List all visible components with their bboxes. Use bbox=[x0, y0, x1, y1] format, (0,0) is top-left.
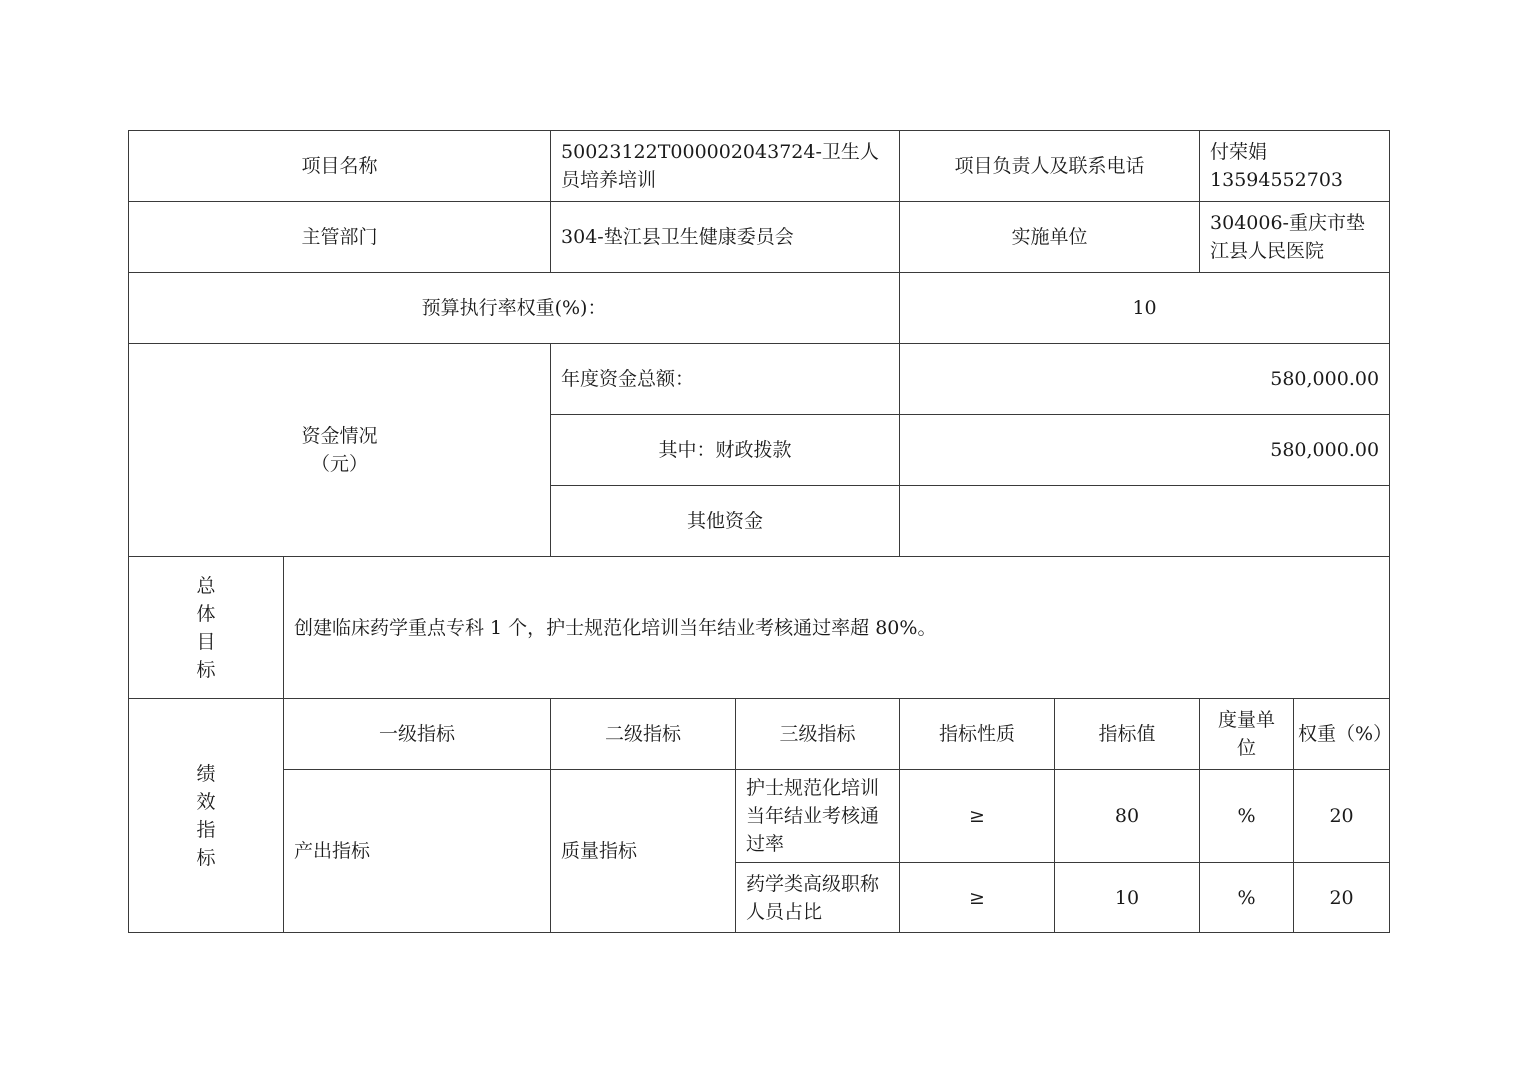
performance-label bbox=[129, 699, 284, 933]
overall-goal-text: 创建临床药学重点专科 1 个，护士规范化培训当年结业考核通过率超 80%。 bbox=[284, 557, 1390, 699]
project-name-label: 项目名称 bbox=[129, 131, 551, 202]
indicator-unit: % bbox=[1200, 863, 1294, 933]
overall-goal-label-char: 总 bbox=[196, 574, 216, 597]
table-row bbox=[129, 273, 1390, 344]
annual-total-value: 580,000.00 bbox=[900, 344, 1390, 415]
header-weight: 权重（%） bbox=[1294, 699, 1390, 770]
funds-label-line2: （元） bbox=[311, 453, 369, 475]
performance-label-char: 指 bbox=[196, 818, 216, 841]
project-leader-name: 付荣娟 bbox=[1210, 141, 1268, 163]
overall-goal-label-char: 目 bbox=[196, 630, 216, 653]
table-row bbox=[129, 344, 1390, 415]
project-leader-phone: 13594552703 bbox=[1210, 169, 1344, 191]
performance-label-char: 绩 bbox=[196, 762, 216, 785]
implementer-label: 实施单位 bbox=[900, 202, 1200, 273]
level3-indicator: 药学类高级职称人员占比 bbox=[736, 863, 900, 933]
table-row bbox=[129, 770, 1390, 863]
indicator-value: 10 bbox=[1055, 863, 1200, 933]
header-value: 指标值 bbox=[1055, 699, 1200, 770]
table-row bbox=[129, 557, 1390, 699]
performance-label-char: 标 bbox=[196, 846, 216, 869]
overall-goal-label bbox=[129, 557, 284, 699]
level3-indicator: 护士规范化培训当年结业考核通过率 bbox=[736, 770, 900, 863]
funds-section-label bbox=[129, 344, 551, 557]
indicator-value: 80 bbox=[1055, 770, 1200, 863]
project-name-value: 50023122T000002043724-卫生人员培养培训 bbox=[551, 131, 900, 202]
fiscal-label: 其中：财政拨款 bbox=[551, 415, 900, 486]
table-row bbox=[129, 202, 1390, 273]
header-unit: 度量单位 bbox=[1200, 699, 1294, 770]
performance-target-table bbox=[128, 130, 1393, 933]
header-level1: 一级指标 bbox=[284, 699, 551, 770]
funds-label-line1: 资金情况 bbox=[301, 425, 378, 447]
overall-goal-label-char: 体 bbox=[196, 602, 216, 625]
indicator-unit: % bbox=[1200, 770, 1294, 863]
table-row bbox=[129, 131, 1390, 202]
indicator-weight: 20 bbox=[1294, 770, 1390, 863]
budget-weight-value: 10 bbox=[900, 273, 1390, 344]
header-nature: 指标性质 bbox=[900, 699, 1055, 770]
budget-weight-label: 预算执行率权重(%)： bbox=[129, 273, 900, 344]
level1-indicator: 产出指标 bbox=[284, 770, 551, 933]
implementer-value: 304006-重庆市垫江县人民医院 bbox=[1200, 202, 1390, 273]
overall-goal-label-char: 标 bbox=[196, 658, 216, 681]
indicator-weight: 20 bbox=[1294, 863, 1390, 933]
level2-indicator: 质量指标 bbox=[551, 770, 736, 933]
annual-total-label: 年度资金总额： bbox=[551, 344, 900, 415]
project-leader-contact bbox=[1200, 131, 1390, 202]
table-row bbox=[129, 699, 1390, 770]
indicator-nature: ≥ bbox=[900, 770, 1055, 863]
fiscal-value: 580,000.00 bbox=[900, 415, 1390, 486]
other-funds-value bbox=[900, 486, 1390, 557]
other-funds-label: 其他资金 bbox=[551, 486, 900, 557]
header-level2: 二级指标 bbox=[551, 699, 736, 770]
supervisor-value: 304-垫江县卫生健康委员会 bbox=[551, 202, 900, 273]
supervisor-label: 主管部门 bbox=[129, 202, 551, 273]
performance-label-char: 效 bbox=[196, 790, 216, 813]
header-level3: 三级指标 bbox=[736, 699, 900, 770]
indicator-nature: ≥ bbox=[900, 863, 1055, 933]
project-leader-label: 项目负责人及联系电话 bbox=[900, 131, 1200, 202]
